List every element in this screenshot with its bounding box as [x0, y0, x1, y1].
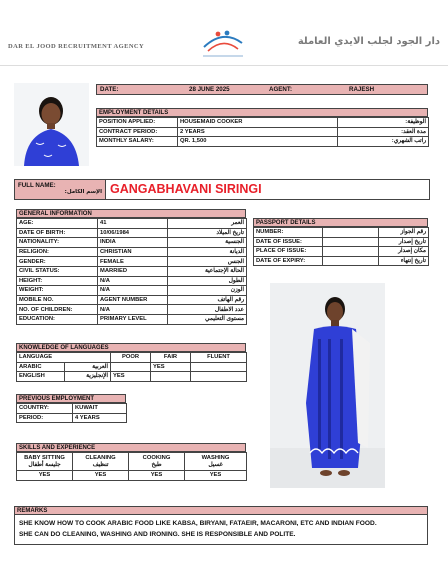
skill-value: YES	[129, 471, 185, 481]
cell-label: NATIONALITY:	[17, 238, 98, 248]
skill-washing	[185, 453, 247, 471]
cell-value: KUWAIT	[73, 404, 127, 414]
cell-arabic: العمر	[168, 219, 247, 229]
table-row	[17, 404, 127, 414]
cell-value: FEMALE	[98, 257, 168, 267]
date-value: 28 JUNE 2025	[189, 86, 230, 93]
skills-value-row	[17, 471, 247, 481]
cell-value: QR. 1,500	[178, 137, 338, 147]
agency-name-en: DAR EL JOOD RECRUITMENT AGENCY	[8, 43, 145, 50]
cell-label: CIVIL STATUS:	[17, 266, 98, 276]
skill-value: YES	[185, 471, 247, 481]
table-row	[254, 247, 429, 257]
language-poor: YES	[111, 372, 151, 382]
cell-value: 4 YEARS	[73, 413, 127, 423]
table-row	[17, 257, 247, 267]
skill-cleaning	[73, 453, 129, 471]
agent-value: RAJESH	[349, 86, 375, 93]
agency-name-ar: دار الجود لجلب الايدي العاملة	[297, 36, 440, 47]
full-name-box	[14, 179, 430, 200]
table-header-row	[17, 353, 247, 363]
previous-employment-table	[16, 403, 127, 423]
cell-label: DATE OF EXPIRY:	[254, 256, 323, 266]
language-poor	[111, 362, 151, 372]
remarks-line-2: SHE CAN DO CLEANING, WASHING AND IRONING. SHE IS RESPONSIBLE AND POLITE.	[19, 531, 296, 538]
col-header-fluent: FLUENT	[191, 353, 247, 363]
general-info-title: GENERAL INFORMATION	[16, 209, 246, 218]
cell-arabic: الحالة الإجتماعية	[168, 266, 247, 276]
full-name-label: FULL NAME:	[18, 182, 56, 189]
skill-cooking	[129, 453, 185, 471]
cell-value: MARRIED	[98, 266, 168, 276]
table-row	[97, 127, 429, 137]
cell-value: 2 YEARS	[178, 127, 338, 137]
language-fair: YES	[151, 362, 191, 372]
skills-title: SKILLS AND EXPERIENCE	[16, 443, 246, 452]
skill-value: YES	[17, 471, 73, 481]
skill-value: YES	[73, 471, 129, 481]
cell-value	[323, 247, 379, 257]
cell-arabic: مكان إصدار	[379, 247, 429, 257]
cell-value	[323, 237, 379, 247]
cell-value: AGENT NUMBER	[98, 295, 168, 305]
cell-label: DATE OF BIRTH:	[17, 228, 98, 238]
cell-label: RELIGION:	[17, 247, 98, 257]
cell-label: DATE OF ISSUE:	[254, 237, 323, 247]
col-header-poor: POOR	[111, 353, 151, 363]
skill-baby-sitting	[17, 453, 73, 471]
table-row	[254, 237, 429, 247]
cell-arabic: الوزن	[168, 286, 247, 296]
cell-label: COUNTRY:	[17, 404, 73, 414]
table-row	[17, 238, 247, 248]
cell-arabic: تاريخ الميلاد	[168, 228, 247, 238]
cell-label: AGE:	[17, 219, 98, 229]
cell-arabic: رقم الهاتف	[168, 295, 247, 305]
col-header-fair: FAIR	[151, 353, 191, 363]
cell-arabic: تاريخ إنتهاء	[379, 256, 429, 266]
skill-en: CLEANING	[85, 454, 116, 461]
cell-value	[323, 256, 379, 266]
skill-ar: طبخ	[151, 461, 162, 468]
cell-label: MONTHLY SALARY:	[97, 137, 178, 147]
table-row	[97, 118, 429, 128]
table-row	[254, 228, 429, 238]
cell-arabic: مدة العقد:	[338, 127, 429, 137]
cell-arabic: الطول	[168, 276, 247, 286]
skill-ar: غسيل	[208, 461, 223, 468]
general-info-table	[16, 218, 247, 325]
table-row	[17, 314, 247, 324]
table-row	[17, 372, 247, 382]
cell-arabic: الجنس	[168, 257, 247, 267]
cell-label: PLACE OF ISSUE:	[254, 247, 323, 257]
skills-table	[16, 452, 247, 481]
passport-table	[253, 227, 429, 266]
skill-en: BABY SITTING	[24, 454, 65, 461]
skill-en: COOKING	[142, 454, 171, 461]
skill-ar: جليسة أطفال	[28, 461, 61, 468]
full-name-label-box	[15, 180, 106, 199]
cell-value: 41	[98, 219, 168, 229]
languages-title: KNOWLEDGE OF LANGUAGES	[16, 343, 246, 352]
candidate-photo-small	[14, 83, 89, 166]
cell-label: CONTRACT PERIOD:	[97, 127, 178, 137]
table-row	[97, 137, 429, 147]
cell-value: N/A	[98, 305, 168, 315]
languages-table	[16, 352, 247, 382]
table-row	[254, 256, 429, 266]
language-name: ARABIC	[17, 362, 65, 372]
table-row	[17, 286, 247, 296]
col-header-language: LANGUAGE	[17, 353, 111, 363]
cell-label: NUMBER:	[254, 228, 323, 238]
cell-arabic: عدد الاطفال	[168, 305, 247, 315]
cell-arabic: تاريخ إصدار	[379, 237, 429, 247]
cell-arabic: راتب الشهري:	[338, 137, 429, 147]
cell-label: NO. OF CHILDREN:	[17, 305, 98, 315]
skills-label-row	[17, 453, 247, 471]
language-name-ar: العربية	[65, 362, 111, 372]
language-fair	[151, 372, 191, 382]
cell-value: N/A	[98, 286, 168, 296]
cell-value: HOUSEMAID COOKER	[178, 118, 338, 128]
table-row	[17, 362, 247, 372]
passport-details-title: PASSPORT DETAILS	[253, 218, 428, 227]
employment-details-title: EMPLOYMENT DETAILS	[96, 108, 428, 117]
agency-logo	[200, 25, 246, 61]
cell-label: GENDER:	[17, 257, 98, 267]
language-fluent	[191, 372, 247, 382]
table-row	[17, 295, 247, 305]
cell-label: POSITION APPLIED:	[97, 118, 178, 128]
cell-value: CHRISTIAN	[98, 247, 168, 257]
table-row	[17, 276, 247, 286]
date-agent-bar	[96, 84, 428, 95]
table-row	[17, 305, 247, 315]
language-name: ENGLISH	[17, 372, 65, 382]
previous-employment-title: PREVIOUS EMPLOYMENT	[16, 394, 126, 403]
candidate-photo-full	[270, 283, 385, 488]
cell-arabic: مستوى التعليمي	[168, 314, 247, 324]
language-fluent	[191, 362, 247, 372]
cell-value	[323, 228, 379, 238]
cell-arabic: رقم الجواز	[379, 228, 429, 238]
cell-value: N/A	[98, 276, 168, 286]
logo-icon	[200, 25, 246, 61]
language-name-ar: الإنجليزية	[65, 372, 111, 382]
table-row	[17, 228, 247, 238]
cell-value: INDIA	[98, 238, 168, 248]
full-name-label-ar: الإسم الكامل:	[64, 189, 102, 195]
header-divider	[0, 65, 448, 66]
remarks-title: REMARKS	[14, 506, 428, 515]
table-row	[17, 219, 247, 229]
cell-value: 10/06/1984	[98, 228, 168, 238]
cell-label: PERIOD:	[17, 413, 73, 423]
date-label: DATE:	[100, 86, 119, 93]
cell-label: WEIGHT:	[17, 286, 98, 296]
table-row	[17, 247, 247, 257]
cell-label: HEIGHT:	[17, 276, 98, 286]
cell-arabic: الجنسية	[168, 238, 247, 248]
cell-arabic: الديانة	[168, 247, 247, 257]
skill-en: WASHING	[201, 454, 230, 461]
table-row	[17, 266, 247, 276]
skill-ar: تنظيف	[92, 461, 109, 468]
agent-label: AGENT:	[269, 86, 293, 93]
cell-label: EDUCATION:	[17, 314, 98, 324]
remarks-line-1: SHE KNOW HOW TO COOK ARABIC FOOD LIKE KABSA, BIRYANI, FATAEIR, MACARONI, ETC AND INDIAN FOOD.	[19, 520, 377, 527]
remarks-box	[14, 515, 428, 545]
full-name-value: GANGABHAVANI SIRINGI	[110, 182, 262, 196]
cell-label: MOBILE NO.	[17, 295, 98, 305]
cell-value: PRIMARY LEVEL	[98, 314, 168, 324]
table-row	[17, 413, 127, 423]
employment-table	[96, 117, 429, 147]
cell-arabic: الوظيفة:	[338, 118, 429, 128]
